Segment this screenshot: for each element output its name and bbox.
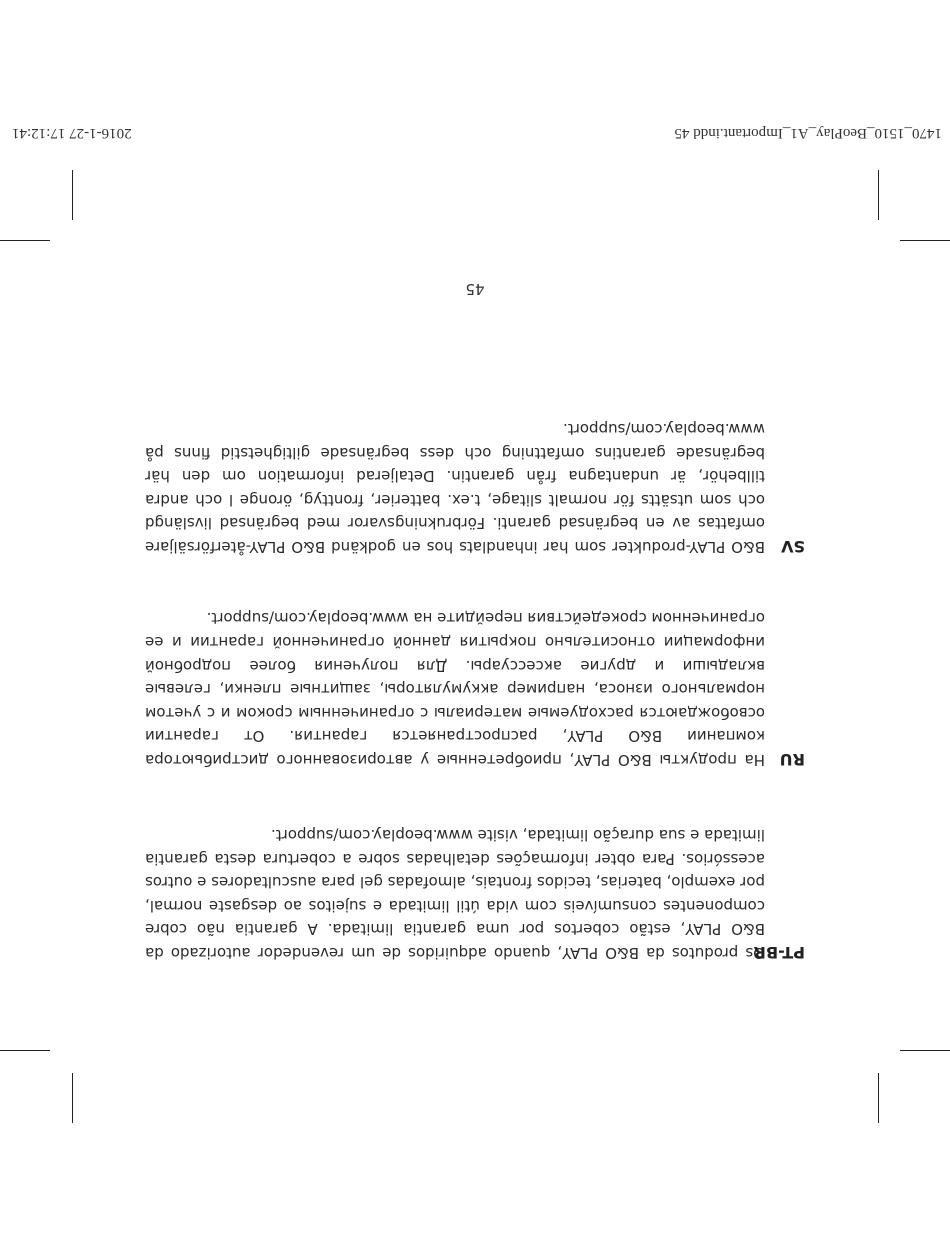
page-number: 45 <box>465 280 485 298</box>
language-code: SV <box>781 537 805 556</box>
warranty-text: Os produtos da B&O PLAY, quando adquiridos de um revendedor autorizado da B&O PLAY, estão cobertos por uma garantia limitada. A garantia não cobre componentes consumíveis com vida útil limitada e sujeitos ao desgaste normal, por exemplo, baterias, tecidos frontais, almofadas gel para auscultadores e outros acessórios. Para obter informações detalhadas sobre a cobertura desta garantia limitada e sua duração limitada, visite www.beoplay.com/support. <box>145 826 765 962</box>
slug-file-name: 1470_1510_BeoPlay_A1_Important.indd 45 <box>674 125 942 141</box>
crop-mark <box>0 240 50 241</box>
crop-mark <box>0 1050 50 1051</box>
section-sv <box>145 416 805 558</box>
crop-mark <box>900 240 950 241</box>
section-pt-br <box>145 822 805 964</box>
crop-mark <box>878 170 879 220</box>
crop-mark <box>878 1073 879 1123</box>
crop-mark <box>900 1050 950 1051</box>
slug-timestamp: 2016-1-27 17:12:41 <box>12 125 132 141</box>
language-code: PT-BR <box>753 943 805 962</box>
crop-mark <box>72 1073 73 1123</box>
language-code: RU <box>779 750 805 769</box>
warranty-text: B&O PLAY-produkter som har inhandlats hos en godkänd B&O PLAY-återförsäljare omfattas av en begränsad garanti. Förbrukningsvaror med begränsad livslängd och som utsätts för normalt slitage, t.ex. batterier, fronttyg, öronge l och andra tillbehör, är undantagna från garantin. Detaljerad information om den här begränsade garantins omfattning och dess begränsade giltighetstid finns på www.beoplay.com/support. <box>145 420 765 556</box>
crop-mark <box>72 170 73 220</box>
warranty-text: На продукты B&O PLAY, приобретенные у авторизованного дистрибьютора компании B&O PLAY, распространяется гарантия. От гарантии освобождаются расходуемые материалы с ограниченным сроком и с учетом нормального износа, например аккумуляторы, защитные пленки, гелевые вкладыши и другие аксессуары. Для получения более подробной информации относительно покрытия данной ограниченной гарантии и ее ограниченном срокедействия перейдите на www.beoplay.com/support. <box>145 609 765 769</box>
section-ru <box>145 606 805 771</box>
